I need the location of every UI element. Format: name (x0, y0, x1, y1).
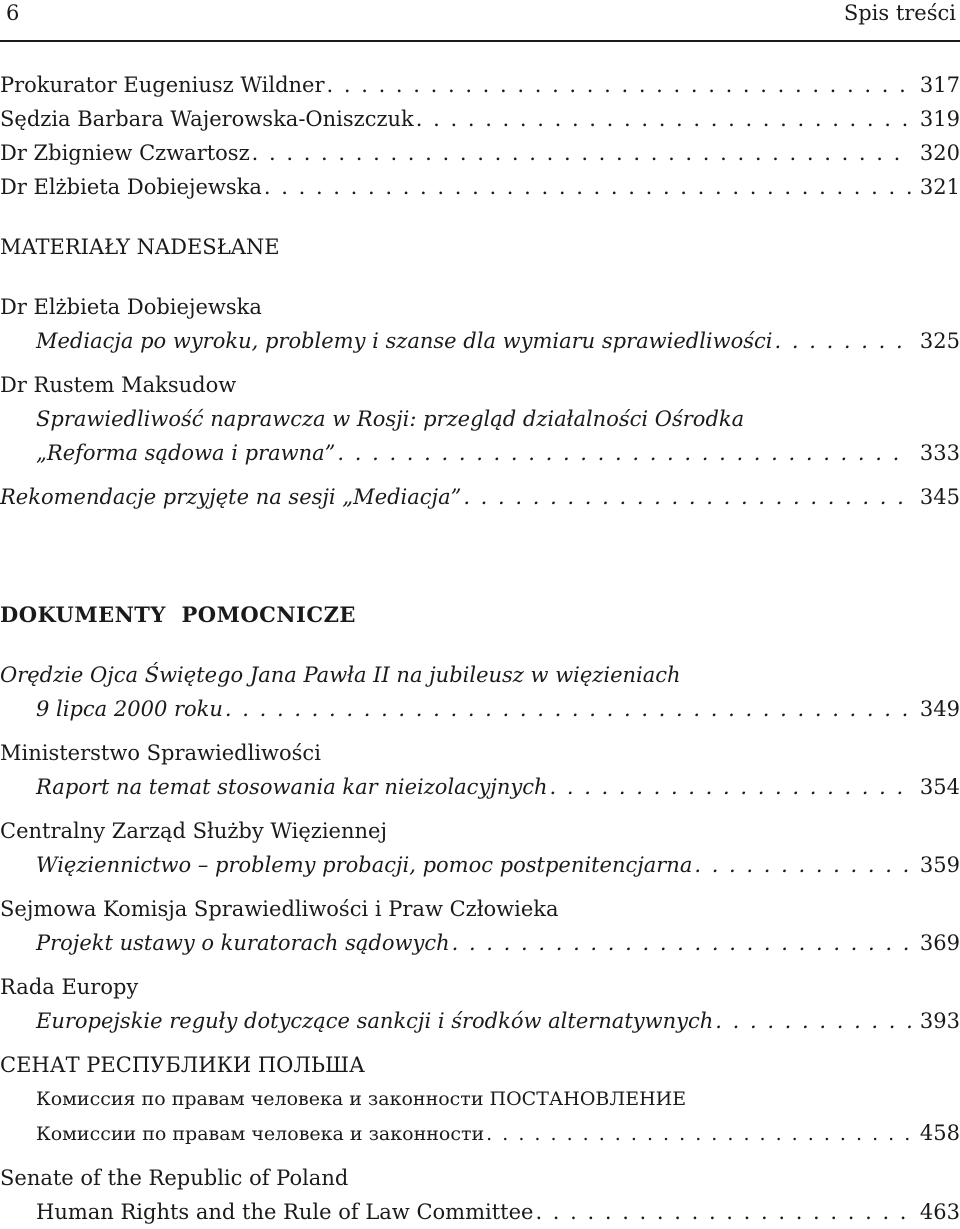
page-ref: 320 (919, 141, 960, 165)
leader-dots (327, 68, 912, 102)
entry-author: Dr Elżbieta Dobiejewska (0, 295, 262, 319)
section-heading-documents: DOKUMENTY POMOCNICZE (0, 602, 356, 627)
page-ref: 321 (919, 175, 960, 199)
toc-entry-kuratorzy[interactable] (0, 892, 960, 960)
toc-entry-raport[interactable] (0, 736, 960, 804)
leader-dots (694, 848, 912, 882)
entry-author: СЕНАТ РЕСПУБЛИКИ ПОЛЬША (0, 1053, 365, 1077)
page-ref: 317 (919, 73, 960, 97)
page-ref: 354 (919, 775, 960, 799)
leader-dots (252, 136, 912, 170)
entry-title: Dr Zbigniew Czwartosz (0, 141, 250, 165)
page-number: 6 (6, 1, 20, 25)
entry-title-cont: Комиссии по правам человека и законности (36, 1123, 485, 1145)
toc-entry-wieziennictwo[interactable] (0, 814, 960, 882)
entry-title: Orędzie Ojca Świętego Jana Pawła II na jubileusz w więzieniach (0, 663, 681, 687)
page-ref: 319 (919, 107, 960, 131)
entry-title: Sędzia Barbara Wajerowska-Oniszczuk (0, 107, 414, 131)
leader-dots (486, 1117, 912, 1151)
entry-title-cont: 9 lipca 2000 roku (36, 697, 223, 721)
leader-dots (550, 770, 913, 804)
entry-title: Prokurator Eugeniusz Wildner (0, 73, 325, 97)
page-ref: 325 (919, 329, 960, 353)
leader-dots (463, 480, 912, 514)
toc-entry-mediacja[interactable] (0, 290, 960, 358)
toc-entry-wildner[interactable] (0, 68, 960, 102)
toc-entry-senate-en[interactable] (0, 1161, 960, 1229)
entry-author: Dr Rustem Maksudow (0, 373, 237, 397)
page-ref: 463 (919, 1200, 960, 1224)
toc-entry-rekomendacje[interactable] (0, 480, 960, 514)
entry-author: Sejmowa Komisja Sprawiedliwości i Praw Człowieka (0, 897, 559, 921)
leader-dots (715, 1004, 912, 1038)
leader-dots (264, 170, 912, 204)
entry-title: Комиссия по правам человека и законности ПОСТАНОВЛЕНИЕ (36, 1088, 687, 1110)
page-ref: 349 (919, 697, 960, 721)
entry-title: Projekt ustawy o kuratorach sądowych (36, 931, 450, 955)
leader-dots (337, 436, 912, 470)
page-ref: 369 (919, 931, 960, 955)
entry-title: Human Rights and the Rule of Law Committee (36, 1200, 534, 1224)
leader-dots (535, 1195, 912, 1229)
entry-title: Europejskie reguły dotyczące sankcji i środków alternatywnych (36, 1009, 714, 1033)
entry-title: Więziennictwo – problemy probacji, pomoc postpenitencjarna (36, 853, 693, 877)
entry-title: Raport na temat stosowania kar nieizolacyjnych (36, 775, 548, 799)
toc-entry-maksudow[interactable] (0, 368, 960, 470)
table-of-contents (0, 68, 960, 1229)
entry-title-cont: „Reforma sądowa i prawna” (36, 441, 336, 465)
entry-author: Rada Europy (0, 975, 139, 999)
page-ref: 333 (919, 441, 960, 465)
leader-dots (225, 692, 912, 726)
page-header (0, 0, 960, 42)
leader-dots (775, 324, 912, 358)
page-ref: 393 (919, 1009, 960, 1033)
section-heading-materials: MATERIAŁY NADESŁANE (0, 235, 280, 259)
entry-title: Mediacja po wyroku, problemy i szanse dla wymiaru sprawiedliwości (36, 329, 773, 353)
running-head: Spis treści (843, 1, 956, 25)
entry-author: Senate of the Republic of Poland (0, 1166, 349, 1190)
toc-entry-senat-ru[interactable] (0, 1048, 960, 1151)
page-ref: 345 (919, 485, 960, 509)
page-ref: 359 (919, 853, 960, 877)
entry-author: Centralny Zarząd Służby Więziennej (0, 819, 387, 843)
toc-entry-wajerowska[interactable] (0, 102, 960, 136)
entry-title: Rekomendacje przyjęte na sesji „Mediacja” (0, 485, 462, 509)
entry-title: Sprawiedliwość naprawcza w Rosji: przegląd działalności Ośrodka (36, 407, 745, 431)
toc-entry-rada-europy[interactable] (0, 970, 960, 1038)
leader-dots (416, 102, 912, 136)
entry-author: Ministerstwo Sprawiedliwości (0, 741, 321, 765)
leader-dots (452, 926, 912, 960)
page-ref: 458 (919, 1121, 960, 1145)
toc-entry-czwartosz[interactable] (0, 136, 960, 170)
toc-entry-oredzie[interactable] (0, 658, 960, 726)
entry-title: Dr Elżbieta Dobiejewska (0, 175, 262, 199)
toc-entry-dobiejewska[interactable] (0, 170, 960, 204)
